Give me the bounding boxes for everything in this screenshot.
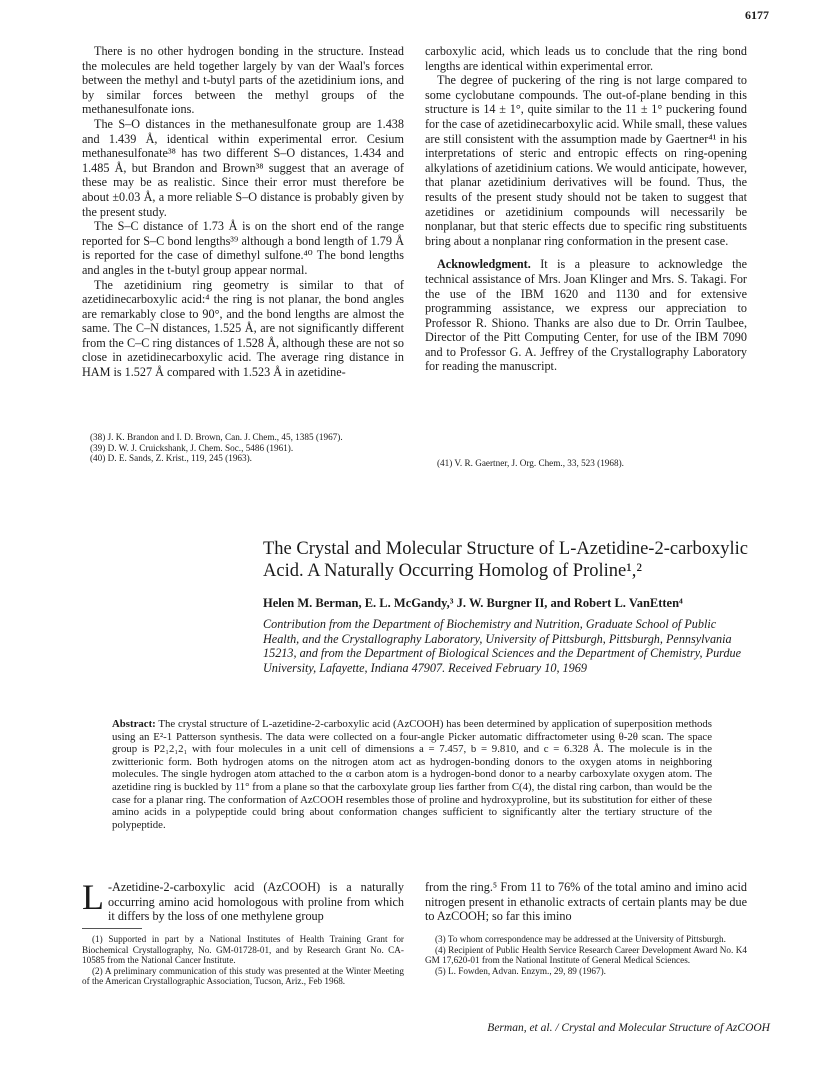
acknowledgment bbox=[425, 257, 747, 374]
article-title: The Crystal and Molecular Structure of L-Azetidine-2-carboxylic Acid. A Naturally Occurring Homolog of Proline¹,² bbox=[263, 539, 748, 581]
footnote: (3) To whom correspondence may be addressed at the University of Pittsburgh. bbox=[435, 934, 726, 944]
authors: Helen M. Berman, E. L. McGandy,³ J. W. Burgner II, and Robert L. VanEtten⁴ bbox=[263, 596, 683, 610]
intro-text: -Azetidine-2-carboxylic acid (AzCOOH) is a naturally occurring amino acid homologous with proline from which it differs by the loss of one methylene group bbox=[108, 880, 404, 924]
paragraph: There is no other hydrogen bonding in the structure. Instead the molecules are held together largely by van der Waal's forces between the methyl and t-butyl parts of the azetidinium ions, and by similar forces between the methyl groups of the methanesulfonate ions. bbox=[82, 44, 404, 117]
footnote: (5) L. Fowden, Advan. Enzym., 29, 89 (1967). bbox=[435, 965, 606, 976]
paragraph: carboxylic acid, which leads us to conclude that the ring bond lengths are identical within experimental error. bbox=[425, 44, 747, 73]
acknowledgment-text: It is a pleasure to acknowledge the technical assistance of Mrs. Joan Klinger and Mrs. S. Takagi. For the use of the IBM 1620 and 1130 and for extensive programming assistance, we express our appreciation to Professor R. Shiono. Thanks are also due to Dr. Orrin Taulbee, Director of the Pitt Computing Center, for use of the IBM 7090 and to Professor G. A. Jeffrey of the Crystallography Laboratory for reading the manuscript. bbox=[425, 257, 748, 374]
page-number: 6177 bbox=[745, 8, 769, 22]
top-right-column bbox=[425, 44, 747, 374]
paragraph: The S–O distances in the methanesulfonate group are 1.438 and 1.439 Å, identical within experimental error. Cesium methanesulfonate³⁸ has two different S–O distances, 1.434 and 1.485 Å, but Brandon and Brown³⁸ suggest that an average of these may be as realistic. Since their error must therefore be about ±0.03 Å, a more reliable S–O distance is probably given by the present study. bbox=[82, 116, 404, 219]
paragraph: The degree of puckering of the ring is not large compared to some cyclobutane compounds. The out-of-plane bending in this structure is 14 ± 1°, quite similar to the 11 ± 1° puckering found for the case of azetidinecarboxylic acid. While small, these values are still consistent with the assumption made by Gaertner⁴¹ in his interpretations of steric and entropic effects on ring-opening alkylations of azetidinium cations. We would anticipate, however, that planar azetidinium derivatives will be found. Thus, the results of the present study should not be taken to suggest that azetidines or azetidinium compounds will necessarily be nonplanar, but that steric effects due to specific ring substituents bring about a nonplanar ring conformation in the present case. bbox=[425, 73, 747, 248]
intro-text: from the ring.⁵ From 11 to 76% of the total amino and imino acid nitrogen present in ethanolic extracts of certain plants may be due to AzCOOH; so far this imino bbox=[425, 880, 747, 924]
top-left-column bbox=[82, 44, 404, 380]
intro-left-column bbox=[82, 877, 404, 924]
footnotes-bottom-left bbox=[82, 934, 404, 987]
footnote: (38) J. K. Brandon and I. D. Brown, Can. J. Chem., 45, 1385 (1967). bbox=[90, 432, 343, 442]
abstract-label: Abstract: bbox=[112, 718, 156, 730]
footnote: (4) Recipient of Public Health Service Research Career Development Award No. K4 GM 17,620-01 from the National Institute of General Medical Sciences. bbox=[425, 944, 747, 966]
footnote: (40) D. E. Sands, Z. Krist., 119, 245 (1963). bbox=[90, 453, 252, 464]
abstract-text: The crystal structure of L-azetidine-2-carboxylic acid (AzCOOH) has been determined by application of superposition methods using an E²-1 Patterson synthesis. The data were collected on a four-angle Picker automatic diffractometer using θ-2θ scan. The space group is P2₁2₁2₁ with four molecules in a unit cell of dimensions a = 7.457, b = 9.810, and c = 6.328 Å. The molecule is in the zwitterionic form. Both hydrogen atoms on the nitrogen atom act as hydrogen-bonding donors to the oxygen atoms in neighboring molecules. The single hydrogen atom attached to the α carbon atom is a hydrogen-bond donor to a nearby carboxylate oxygen atom. The azetidine ring is buckled by 11° from a plane so that the carboxylate group lies farther from C(4), the distal ring carbon, than would be the case for a planar ring. The conformation of AzCOOH resembles those of proline and hydroxyproline, but its substitution for either of these amino acids in a polypeptide could bring about conformation changes sufficient to significantly alter the tertiary structure of the polypeptide. bbox=[112, 718, 712, 831]
intro-right-column bbox=[425, 880, 747, 924]
footnotes-bottom-right bbox=[425, 934, 747, 976]
affiliation: Contribution from the Department of Biochemistry and Nutrition, Graduate School of Public Health, and the Crystallography Laboratory, University of Pittsburgh, Pittsburgh, Pennsylvania 15213, and from the Department of Biological Sciences and the Department of Chemistry, Purdue University, Lafayette, Indiana 47907. Received February 10, 1969 bbox=[263, 617, 742, 675]
footnote-divider bbox=[82, 928, 142, 929]
abstract bbox=[112, 718, 712, 831]
drop-cap: L bbox=[82, 877, 104, 917]
paragraph: The S–C distance of 1.73 Å is on the short end of the range reported for S–C bond lengths³⁹ although a bond length of 1.79 Å is reported for the case of dimethyl sulfone.⁴⁰ The bond lengths and angles in the t-butyl group appear normal. bbox=[82, 219, 404, 277]
footnote-top-right bbox=[437, 458, 747, 469]
footnote: (1) Supported in part by a National Institutes of Health Training Grant for Biochemical Crystallography, No. GM-01728-01, and by Research Grant No. CA-10585 from the National Cancer Institute. bbox=[82, 934, 404, 966]
acknowledgment-heading: Acknowledgment. bbox=[437, 257, 531, 272]
footnote: (41) V. R. Gaertner, J. Org. Chem., 33, 523 (1968). bbox=[437, 458, 624, 468]
paragraph: The azetidinium ring geometry is similar to that of azetidinecarboxylic acid:⁴ the ring is not planar, the bond angles are remarkably close to 90°, and the bond lengths are almost the same. The C–N distances, 1.525 Å, are not significantly different from the C–C ring distances of 1.528 Å, although these are not so close in azetidinecarboxylic acid. The average ring distance in HAM is 1.527 Å compared with 1.523 Å in azetidine- bbox=[82, 277, 404, 380]
footnote: (39) D. W. J. Cruickshank, J. Chem. Soc., 5486 (1961). bbox=[90, 442, 294, 453]
running-footer: Berman, et al. / Crystal and Molecular Structure of AzCOOH bbox=[487, 1022, 770, 1034]
footnotes-top-left bbox=[90, 432, 408, 464]
footnote: (2) A preliminary communication of this study was presented at the Winter Meeting of the American Crystallographic Association, Tucson, Ariz., Feb 1968. bbox=[82, 965, 404, 987]
